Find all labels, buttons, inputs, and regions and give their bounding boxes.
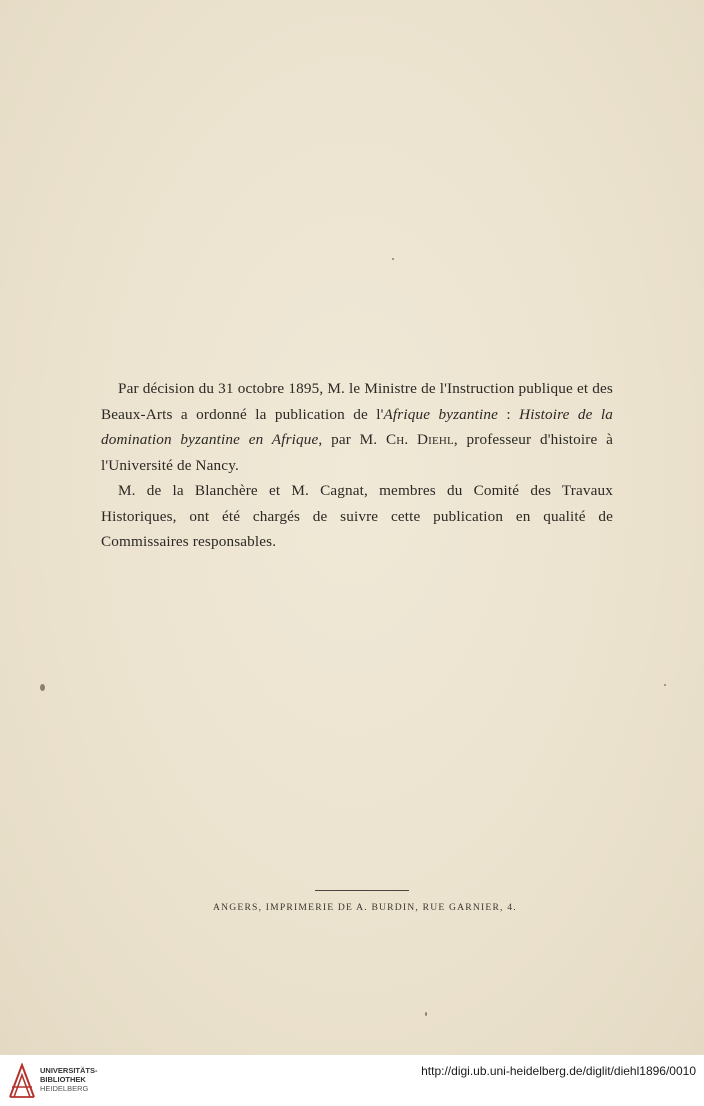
notice-text-4: , professeur d'histoire à l'Université de Nancy.: [101, 431, 614, 474]
library-name-line1: UNIVERSITÄTS-: [40, 1066, 98, 1075]
library-name: [40, 1066, 98, 1093]
paper-speck: [40, 684, 45, 691]
book-subtitle: Histoire de la domination byzantine en Afrique: [101, 405, 614, 449]
paper-speck: [425, 1012, 427, 1016]
book-title: Afrique byzantine: [383, 405, 499, 423]
library-logo-icon[interactable]: [8, 1063, 36, 1099]
author-name: Ch. Diehl: [386, 431, 454, 449]
notice-text-1: Par décision du 31 octobre 1895, M. le Ministre de l'Instruction publique et des Beaux-Arts a ordonné la publication de l': [101, 380, 613, 423]
library-name-line3: HEIDELBERG: [40, 1084, 89, 1093]
permalink-url[interactable]: http://digi.ub.uni-heidelberg.de/diglit/diehl1896/0010: [421, 1064, 696, 1078]
footer-bar: [0, 1055, 704, 1106]
notice-text-2: :: [498, 405, 520, 423]
notice-paragraph: [101, 376, 613, 478]
divider-rule: [315, 890, 409, 891]
paper-speck: [664, 684, 666, 686]
commissioners-paragraph: M. de la Blanchère et M. Cagnat, membres du Comité des Travaux Historiques, ont été chargés de suivre cette publication en qualité de Commissaires responsables.: [101, 482, 613, 551]
notice-text-3: , par M.: [318, 431, 386, 449]
library-name-line2: BIBLIOTHEK: [40, 1075, 86, 1084]
paper-speck: [392, 258, 394, 260]
printer-imprint: ANGERS, IMPRIMERIE DE A. BURDIN, RUE GARNIER, 4.: [213, 902, 517, 913]
